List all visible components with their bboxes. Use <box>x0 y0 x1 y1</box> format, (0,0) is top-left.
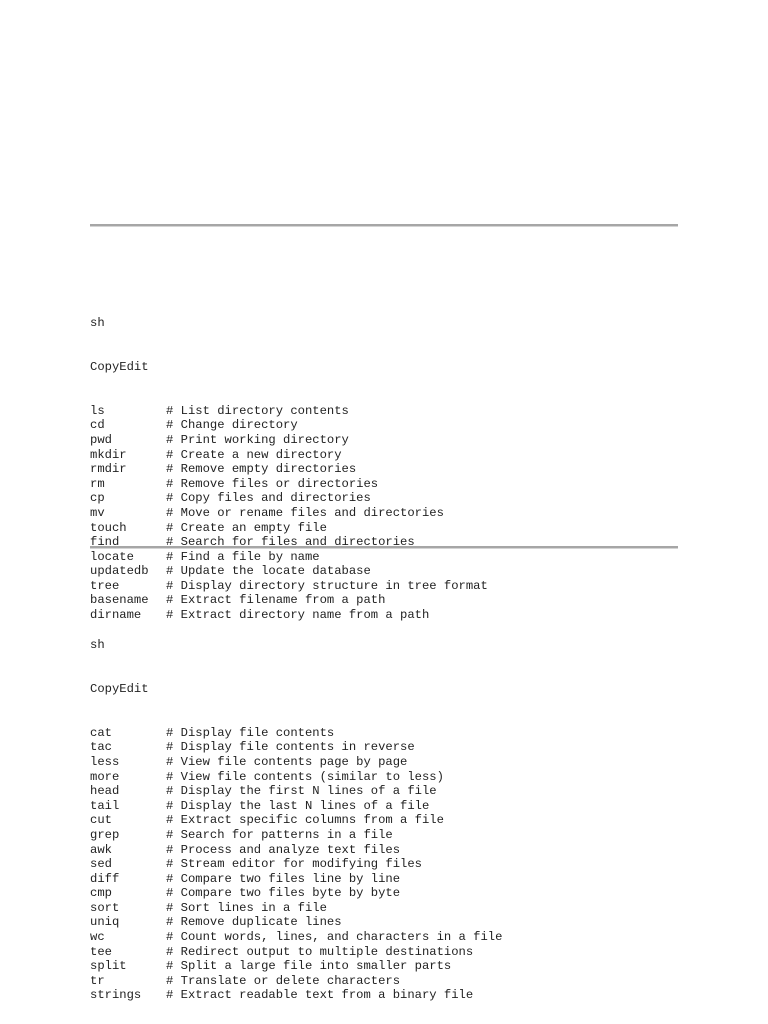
command-line <box>90 857 502 872</box>
copy-edit-label[interactable]: CopyEdit <box>90 359 149 374</box>
command-comment: # Display file contents <box>166 725 335 740</box>
command-comment: # Copy files and directories <box>166 491 371 506</box>
command-comment: # Display file contents in reverse <box>166 740 415 755</box>
section-divider <box>90 546 678 549</box>
command-name: uniq <box>90 915 120 930</box>
command-list <box>90 726 502 1003</box>
command-comment: # Extract readable text from a binary file <box>166 988 474 1003</box>
command-line <box>90 915 502 930</box>
command-name: basename <box>90 593 149 608</box>
command-comment: # Remove empty directories <box>166 462 357 477</box>
command-name: split <box>90 959 127 974</box>
command-name: grep <box>90 827 120 842</box>
command-line <box>90 988 502 1003</box>
command-name: diff <box>90 871 120 886</box>
command-line <box>90 550 488 565</box>
command-name: head <box>90 784 120 799</box>
command-line <box>90 726 502 741</box>
command-name: tree <box>90 578 120 593</box>
command-line <box>90 477 488 492</box>
command-line <box>90 521 488 536</box>
command-name: tail <box>90 798 120 813</box>
command-line <box>90 828 502 843</box>
command-name: updatedb <box>90 564 149 579</box>
command-line <box>90 959 502 974</box>
command-name: dirname <box>90 608 142 623</box>
command-name: cp <box>90 491 105 506</box>
command-name: locate <box>90 549 134 564</box>
command-comment: # Display the last N lines of a file <box>166 798 430 813</box>
command-comment: # Move or rename files and directories <box>166 505 444 520</box>
command-line <box>90 433 488 448</box>
command-name: sed <box>90 857 112 872</box>
command-name: wc <box>90 930 105 945</box>
command-line <box>90 491 488 506</box>
command-line <box>90 506 488 521</box>
code-block-file-management <box>90 287 488 637</box>
command-line <box>90 872 502 887</box>
command-comment: # Compare two files byte by byte <box>166 886 401 901</box>
command-comment: # Find a file by name <box>166 549 320 564</box>
command-line <box>90 843 502 858</box>
copy-edit-label[interactable]: CopyEdit <box>90 681 149 696</box>
command-comment: # Extract specific columns from a file <box>166 813 444 828</box>
command-name: mv <box>90 505 105 520</box>
command-line <box>90 974 502 989</box>
command-name: sort <box>90 900 120 915</box>
command-line <box>90 799 502 814</box>
command-line <box>90 945 502 960</box>
command-line <box>90 593 488 608</box>
command-line <box>90 740 502 755</box>
command-line <box>90 813 502 828</box>
command-comment: # Search for files and directories <box>166 535 415 550</box>
command-line <box>90 564 488 579</box>
command-comment: # Split a large file into smaller parts <box>166 959 452 974</box>
command-comment: # Create an empty file <box>166 520 327 535</box>
command-name: cmp <box>90 886 112 901</box>
command-line <box>90 579 488 594</box>
command-comment: # Count words, lines, and characters in a file <box>166 930 503 945</box>
command-comment: # Remove duplicate lines <box>166 915 342 930</box>
command-comment: # Sort lines in a file <box>166 900 327 915</box>
command-name: tac <box>90 740 112 755</box>
command-comment: # Change directory <box>166 418 298 433</box>
command-comment: # Extract directory name from a path <box>166 608 430 623</box>
command-name: rmdir <box>90 462 127 477</box>
command-comment: # Search for patterns in a file <box>166 827 393 842</box>
command-comment: # Compare two files line by line <box>166 871 401 886</box>
command-line <box>90 462 488 477</box>
command-name: cat <box>90 725 112 740</box>
command-comment: # Display the first N lines of a file <box>166 784 437 799</box>
command-comment: # Remove files or directories <box>166 476 379 491</box>
command-name: find <box>90 535 120 550</box>
command-comment: # Stream editor for modifying files <box>166 857 422 872</box>
section-divider <box>90 224 678 227</box>
command-comment: # List directory contents <box>166 403 349 418</box>
command-name: ls <box>90 403 105 418</box>
command-name: more <box>90 769 120 784</box>
command-comment: # View file contents page by page <box>166 754 408 769</box>
command-line <box>90 784 502 799</box>
command-comment: # Create a new directory <box>166 447 342 462</box>
command-name: rm <box>90 476 105 491</box>
command-comment: # Redirect output to multiple destinations <box>166 944 474 959</box>
command-name: awk <box>90 842 112 857</box>
code-language-label: sh <box>90 638 105 653</box>
command-comment: # Update the locate database <box>166 564 371 579</box>
command-comment: # Extract filename from a path <box>166 593 386 608</box>
command-name: strings <box>90 988 142 1003</box>
code-block-file-viewing <box>90 609 502 1018</box>
command-line <box>90 418 488 433</box>
command-line <box>90 755 502 770</box>
code-language-label: sh <box>90 316 105 331</box>
command-line <box>90 930 502 945</box>
command-name: tr <box>90 973 105 988</box>
command-comment: # View file contents (similar to less) <box>166 769 444 784</box>
command-comment: # Print working directory <box>166 432 349 447</box>
command-comment: # Process and analyze text files <box>166 842 401 857</box>
command-line <box>90 448 488 463</box>
command-line <box>90 886 502 901</box>
command-name: less <box>90 754 120 769</box>
command-line <box>90 901 502 916</box>
command-name: touch <box>90 520 127 535</box>
command-line <box>90 770 502 785</box>
command-list <box>90 404 488 623</box>
command-name: tee <box>90 944 112 959</box>
command-comment: # Display directory structure in tree format <box>166 578 488 593</box>
command-name: cut <box>90 813 112 828</box>
command-name: pwd <box>90 432 112 447</box>
command-comment: # Translate or delete characters <box>166 973 401 988</box>
command-name: cd <box>90 418 105 433</box>
command-line <box>90 404 488 419</box>
command-name: mkdir <box>90 447 127 462</box>
